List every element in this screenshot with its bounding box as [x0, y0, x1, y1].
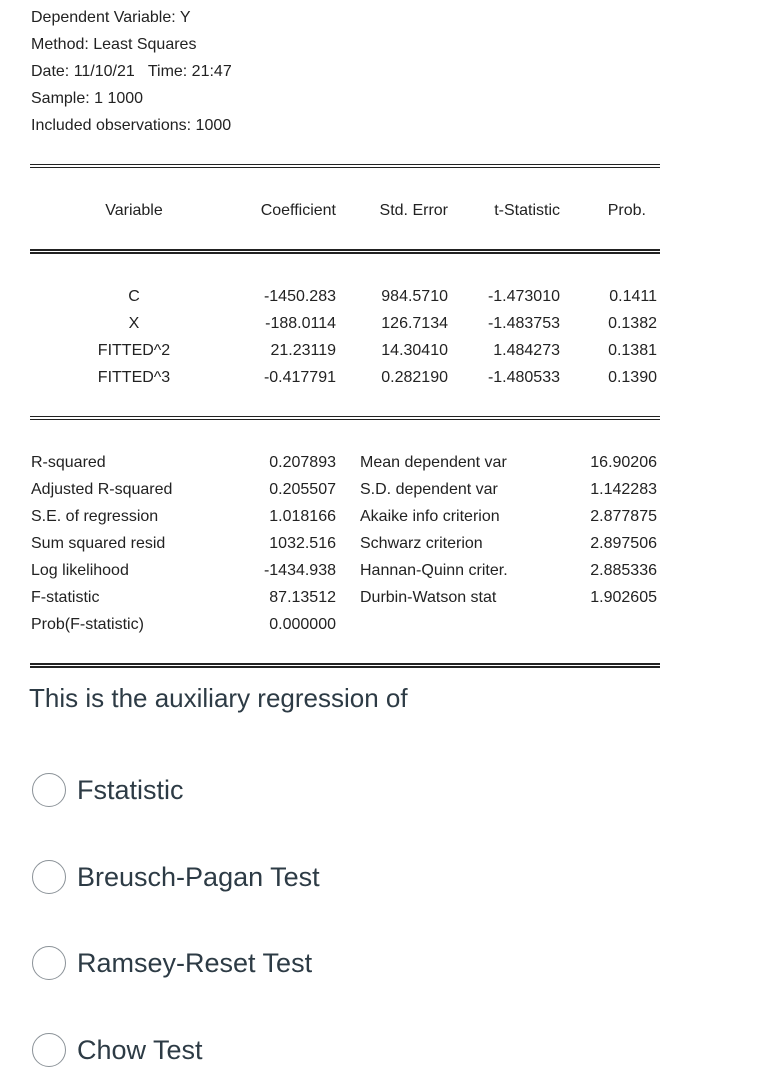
radio-button[interactable]	[32, 860, 66, 894]
stat-value: -1434.938	[263, 562, 336, 579]
t-statistic-value: -1.483753	[487, 315, 560, 332]
coefficient-value: -0.417791	[263, 369, 336, 386]
std-error-value: 14.30410	[381, 342, 448, 359]
radio-button[interactable]	[32, 946, 66, 980]
prob-value: 0.1381	[608, 342, 657, 359]
std-error-value: 126.7134	[381, 315, 448, 332]
coefficient-value: 21.23119	[270, 342, 336, 359]
answer-option-ramsey-reset[interactable]	[32, 945, 312, 981]
col-header-t-statistic: t-Statistic	[494, 202, 560, 219]
question-text: This is the auxiliary regression of	[29, 683, 408, 713]
stat-label: Schwarz criterion	[360, 535, 483, 552]
dependent-variable: Dependent Variable: Y	[31, 9, 191, 26]
variable-name: C	[128, 288, 140, 305]
option-label[interactable]: Fstatistic	[77, 774, 184, 805]
stat-label: R-squared	[31, 454, 106, 471]
stat-value: 1032.516	[269, 535, 336, 552]
stat-label: S.D. dependent var	[360, 481, 498, 498]
stat-value: 0.205507	[269, 481, 336, 498]
option-label[interactable]: Breusch-Pagan Test	[77, 861, 320, 892]
coefficient-value: -1450.283	[263, 288, 336, 305]
top-divider	[30, 164, 660, 168]
col-header-variable: Variable	[105, 202, 163, 219]
stat-label: Akaike info criterion	[360, 508, 500, 525]
stat-value: 0.207893	[269, 454, 336, 471]
stat-label: Hannan-Quinn criter.	[360, 562, 508, 579]
included-observations: Included observations: 1000	[31, 117, 232, 134]
variable-name: FITTED^3	[97, 369, 171, 386]
method: Method: Least Squares	[31, 36, 197, 53]
answer-option-chow[interactable]	[32, 1032, 203, 1068]
variable-name: X	[128, 315, 140, 332]
bottom-divider	[30, 663, 660, 668]
prob-value: 0.1382	[608, 315, 657, 332]
std-error-value: 0.282190	[381, 369, 448, 386]
stat-label: Sum squared resid	[31, 535, 166, 552]
radio-button[interactable]	[32, 773, 66, 807]
stat-value: 1.018166	[269, 508, 336, 525]
answer-option-breusch-pagan[interactable]	[32, 859, 320, 895]
col-header-coefficient: Coefficient	[260, 202, 336, 219]
col-header-prob: Prob.	[607, 202, 646, 219]
stat-value: 2.897506	[590, 535, 657, 552]
prob-value: 0.1390	[608, 369, 657, 386]
radio-button[interactable]	[32, 1033, 66, 1067]
std-error-value: 984.5710	[381, 288, 448, 305]
stat-value: 1.142283	[590, 481, 657, 498]
stat-value: 2.885336	[590, 562, 657, 579]
stat-value: 1.902605	[590, 589, 657, 606]
answer-option-fstatistic[interactable]	[32, 772, 184, 808]
t-statistic-value: 1.484273	[493, 342, 560, 359]
stat-label: Durbin-Watson stat	[360, 589, 497, 606]
sample: Sample: 1 1000	[31, 90, 144, 107]
stat-value: 2.877875	[590, 508, 657, 525]
t-statistic-value: -1.473010	[487, 288, 560, 305]
stat-value: 0.000000	[269, 616, 336, 633]
stat-label: F-statistic	[31, 589, 100, 606]
stat-value: 87.13512	[269, 589, 336, 606]
stat-value: 16.90206	[590, 454, 657, 471]
coefficient-value: -188.0114	[265, 315, 336, 332]
stat-label: Adjusted R-squared	[31, 481, 173, 498]
header-divider	[30, 249, 660, 254]
stat-label: S.E. of regression	[31, 508, 159, 525]
stat-label: Prob(F-statistic)	[31, 616, 144, 633]
stat-label: Log likelihood	[31, 562, 129, 579]
t-statistic-value: -1.480533	[487, 369, 560, 386]
option-label[interactable]: Chow Test	[77, 1034, 203, 1065]
option-label[interactable]: Ramsey-Reset Test	[77, 947, 313, 978]
prob-value: 0.1411	[609, 288, 657, 305]
col-header-std-error: Std. Error	[379, 202, 448, 219]
date-time: Date: 11/10/21 Time: 21:47	[31, 63, 232, 80]
mid-divider	[30, 416, 660, 420]
variable-name: FITTED^2	[97, 342, 171, 359]
stat-label: Mean dependent var	[360, 454, 507, 471]
